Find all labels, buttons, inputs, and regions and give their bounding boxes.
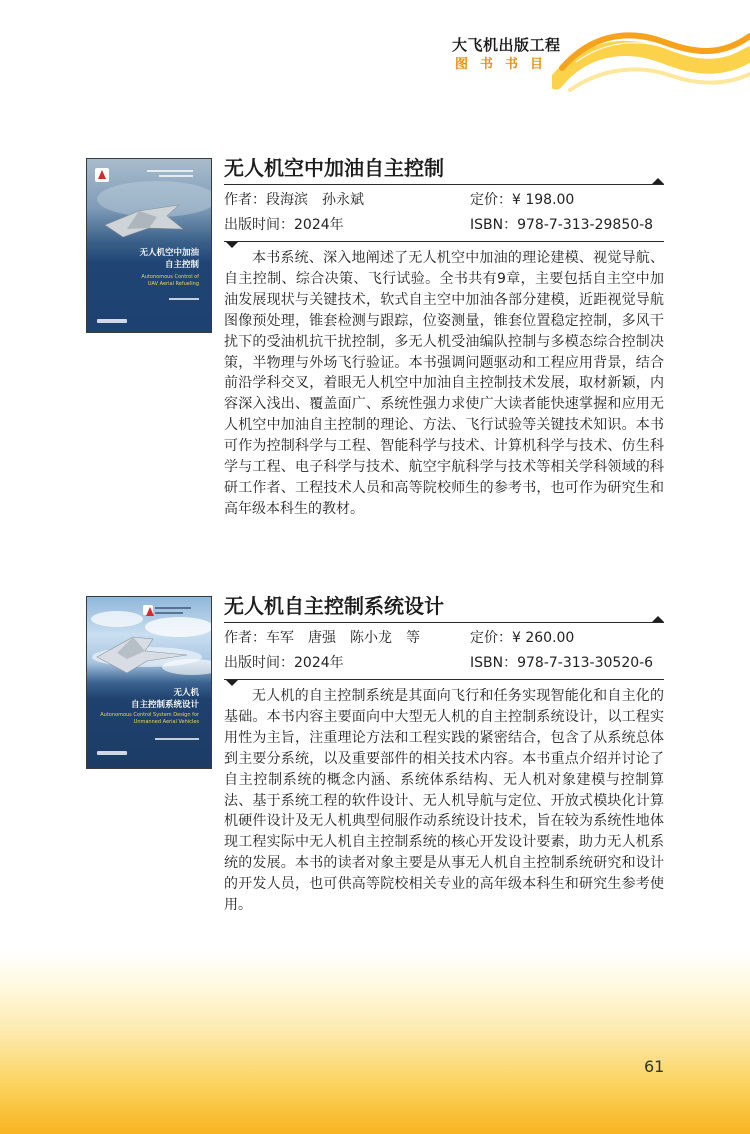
title-rule bbox=[224, 184, 664, 185]
series-title: 大飞机出版工程 bbox=[452, 36, 561, 54]
book-description: 本书系统、深入地阐述了无人机空中加油的理论建模、视觉导航、自主控制、综合决策、飞行试验。全书共有9章，主要包括自主空中加油发展现状与关键技术，软式自主空中加油各部分建模，近距视觉导航图像预处理，锥套检测与跟踪，位姿测量，锥套位置稳定控制，多风干扰下的受油机抗干扰控制，多无人机受油编队控制与多模态综合控制决策，半物理与外场飞行验证。本书强调问题驱动和工程应用背景，结合前沿学科交叉，着眼无人机空中加油自主控制技术发展，取材新颖，内容深入浅出、覆盖面广、系统性强力求使广大读者能快速掌握和应用无人机空中加油自主控制的理论、方法、飞行试验等关键技术知识。本书可作为控制科学与工程、智能科学与技术、计算机科学与技术、仿生科学与工程、电子科学与技术、航空宇航科学与技术等相关学科领域的科研工作者、工程技术人员和高等院校师生的参考书，也可作为研究生和高年级本科生的教材。 bbox=[224, 250, 664, 517]
cover-author-line bbox=[169, 298, 199, 300]
cover-author-line bbox=[155, 738, 199, 740]
book-authors: 作者：段海滨 孙永斌 bbox=[224, 192, 364, 208]
book-pub-date: 出版时间：2024年 bbox=[224, 217, 344, 233]
cover-english-title: Autonomous Control of UAV Aerial Refueling bbox=[141, 274, 199, 287]
info-rule bbox=[224, 241, 664, 242]
cover-title: 无人机空中加油 自主控制 bbox=[139, 248, 199, 270]
page-number: 61 bbox=[644, 1057, 665, 1076]
book-price: 定价：¥ 260.00 bbox=[470, 630, 575, 646]
book-isbn: ISBN：978-7-313-30520-6 bbox=[470, 655, 654, 671]
book-cover bbox=[86, 158, 212, 333]
cover-english-title: Autonomous Control System Design for Unmanned Aerial Vehicles bbox=[100, 712, 199, 725]
aircraft-icon bbox=[87, 159, 212, 249]
book-title: 无人机自主控制系统设计 bbox=[224, 594, 444, 618]
book-description: 无人机的自主控制系统是其面向飞行和任务实现智能化和自主化的基础。本书内容主要面向中大型无人机的自主控制系统设计，以工程实用性为主旨，注重理论方法和工程实践的紧密结合，包含了从系统总体到主要分系统，以及重要部件的相关技术内容。本书重点介绍并讨论了自主控制系统的概念内涵、系统体系结构、无人机对象建模与控制算法、基于系统工程的软件设计、无人机导航与定位、开放式模块化计算机硬件设计及无人机典型伺服作动系统设计技术，旨在较为系统性地体现工程实际中无人机自主控制系统的核心开发设计要素，助力无人机系统的发展。本书的读者对象主要是从事无人机自主控制系统研究和设计的开发人员，也可供高等院校相关专业的高年级本科生和研究生参考使用。 bbox=[224, 688, 664, 914]
triangle-up-icon bbox=[652, 178, 664, 184]
cover-series-line bbox=[155, 612, 183, 614]
book-cover bbox=[86, 596, 212, 769]
series-logo-icon bbox=[143, 605, 153, 615]
title-rule bbox=[224, 622, 664, 623]
book-price: 定价：¥ 198.00 bbox=[470, 192, 575, 208]
book-pub-date: 出版时间：2024年 bbox=[224, 655, 344, 671]
catalog-subtitle: 图书书目 bbox=[455, 57, 556, 72]
publisher-logo-icon bbox=[97, 319, 127, 323]
book-entry bbox=[0, 156, 750, 517]
book-authors: 作者：车军 唐强 陈小龙 等 bbox=[224, 630, 420, 646]
book-isbn: ISBN：978-7-313-29850-8 bbox=[470, 217, 654, 233]
info-rule bbox=[224, 679, 664, 680]
cover-title: 无人机 自主控制系统设计 bbox=[130, 688, 199, 710]
triangle-up-icon bbox=[652, 616, 664, 622]
book-entry bbox=[0, 596, 750, 916]
header-wave-decoration bbox=[552, 20, 750, 98]
publisher-logo-icon bbox=[97, 751, 127, 755]
cover-series-line bbox=[155, 607, 191, 609]
book-title: 无人机空中加油自主控制 bbox=[224, 156, 444, 180]
